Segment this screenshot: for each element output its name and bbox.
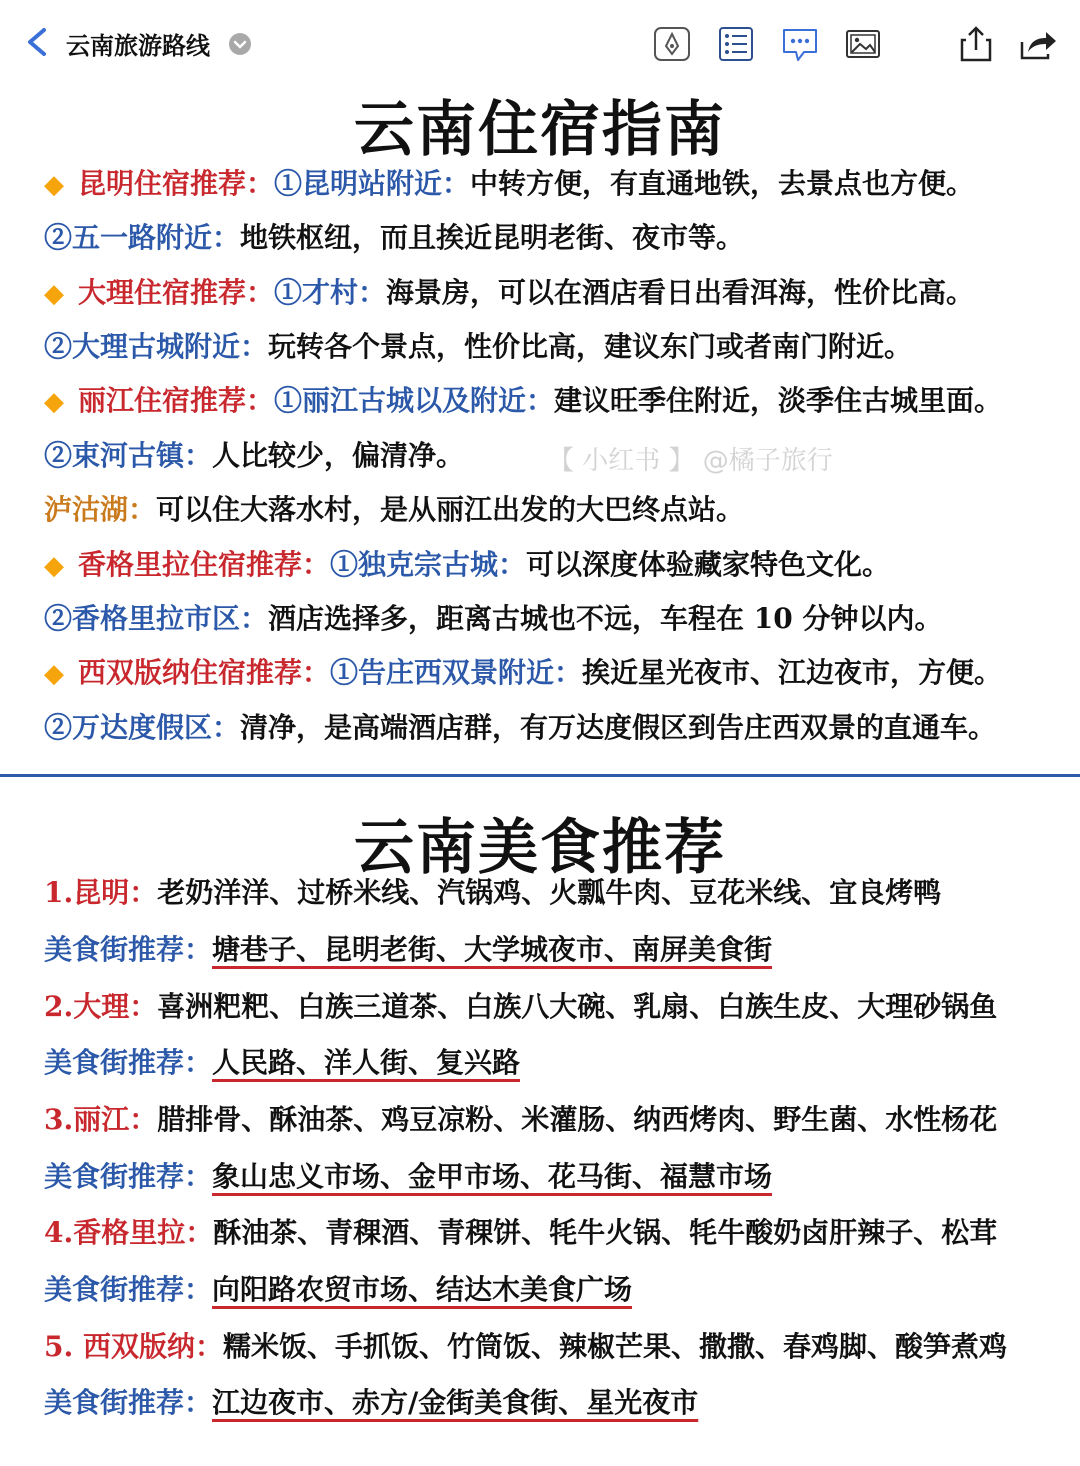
forward-icon[interactable] [1018, 22, 1058, 66]
food-dishes: 糯米饭、手抓饭、竹筒饭、辣椒芒果、撒撒、春鸡脚、酸笋煮鸡 [222, 1330, 1007, 1363]
area-label: ②束河古镇： [44, 439, 213, 472]
food-city-line [44, 987, 1054, 1027]
area-label: ①告庄西双景附近： [330, 656, 583, 689]
lodging-line [44, 490, 1054, 530]
area-label: ②香格里拉市区： [44, 602, 269, 635]
area-description: 可以住大落水村，是从丽江出发的大巴终点站。 [156, 493, 745, 526]
food-street-line [44, 930, 1054, 970]
area-label: ①丽江古城以及附近： [274, 384, 555, 417]
food-city-label: 2.大理： [44, 990, 158, 1023]
food-dishes: 老奶洋洋、过桥米线、汽锅鸡、火瓢牛肉、豆花米线、宜良烤鸭 [157, 876, 942, 909]
diamond-bullet-icon: ◆ [44, 659, 64, 689]
food-street-list: 向阳路农贸市场、结达木美食广场 [212, 1273, 633, 1306]
area-description: 中转方便，有直通地铁，去景点也方便。 [470, 167, 975, 200]
food-street-line [44, 1043, 1054, 1083]
food-city-line [44, 1100, 1054, 1140]
food-city-label: 5. 西双版纳： [44, 1330, 223, 1363]
food-street-line [44, 1157, 1054, 1197]
food-city-line [44, 1327, 1054, 1367]
list-icon[interactable] [716, 22, 756, 66]
city-heading: 丽江住宿推荐： [78, 384, 275, 417]
food-street-list: 象山忠义市场、金甲市场、花马街、福慧市场 [212, 1160, 773, 1193]
food-street-line [44, 1270, 1054, 1310]
food-street-label: 美食街推荐： [44, 1046, 213, 1079]
lodging-line [44, 164, 1054, 204]
area-description: 可以深度体验藏家特色文化。 [526, 548, 891, 581]
food-city-label: 1.昆明： [44, 876, 158, 909]
lodging-line [44, 545, 1054, 585]
food-city-label: 3.丽江： [44, 1103, 158, 1136]
area-label: ①才村： [274, 276, 387, 309]
lodging-line [44, 273, 1054, 313]
area-description: 挨近星光夜市、江边夜市，方便。 [582, 656, 1003, 689]
lodging-line [44, 653, 1054, 693]
food-title: 云南美食推荐 [354, 813, 726, 883]
watermark: 【 小红书 】 @橘子旅行 [548, 446, 833, 476]
diamond-bullet-icon: ◆ [44, 551, 64, 581]
lodging-line [44, 218, 1054, 258]
back-arrow-icon[interactable] [22, 22, 52, 62]
area-label: ②大理古城附近： [44, 330, 269, 363]
food-city-line [44, 873, 1054, 913]
food-street-label: 美食街推荐： [44, 933, 213, 966]
city-heading: 香格里拉住宿推荐： [78, 548, 331, 581]
area-label: 泸沽湖： [44, 493, 157, 526]
food-dishes: 腊排骨、酥油茶、鸡豆凉粉、米灌肠、纳西烤肉、野生菌、水性杨花 [157, 1103, 998, 1136]
food-street-list: 塘巷子、昆明老街、大学城夜市、南屏美食街 [212, 933, 773, 966]
area-description: 酒店选择多，距离古城也不远，车程在 10 分钟以内。 [268, 602, 943, 635]
food-street-list: 人民路、洋人街、复兴路 [212, 1046, 521, 1079]
area-description: 海景房，可以在酒店看日出看洱海，性价比高。 [386, 276, 975, 309]
document-title[interactable]: 云南旅游路线 [66, 32, 210, 60]
lodging-line [44, 599, 1054, 639]
food-street-list: 江边夜市、赤方/金街美食街、星光夜市 [212, 1386, 699, 1419]
diamond-bullet-icon: ◆ [44, 170, 64, 200]
area-label: ①昆明站附近： [274, 167, 471, 200]
chevron-down-icon[interactable] [228, 32, 252, 56]
image-icon[interactable] [844, 22, 884, 66]
area-label: ②万达度假区： [44, 711, 241, 744]
city-heading: 大理住宿推荐： [78, 276, 275, 309]
food-dishes: 喜洲粑粑、白族三道茶、白族八大碗、乳扇、白族生皮、大理砂锅鱼 [157, 990, 998, 1023]
diamond-bullet-icon: ◆ [44, 279, 64, 309]
area-description: 人比较少，偏清净。 [212, 439, 465, 472]
food-city-label: 4.香格里拉： [44, 1216, 214, 1249]
food-street-label: 美食街推荐： [44, 1386, 213, 1419]
diamond-bullet-icon: ◆ [44, 387, 64, 417]
share-icon[interactable] [956, 22, 996, 66]
lodging-title: 云南住宿指南 [354, 95, 726, 165]
food-street-label: 美食街推荐： [44, 1160, 213, 1193]
food-street-label: 美食街推荐： [44, 1273, 213, 1306]
area-label: ②五一路附近： [44, 221, 241, 254]
food-dishes: 酥油茶、青稞酒、青稞饼、牦牛火锅、牦牛酸奶卤肝辣子、松茸 [213, 1216, 998, 1249]
area-description: 玩转各个景点，性价比高，建议东门或者南门附近。 [268, 330, 913, 363]
pen-icon[interactable] [652, 22, 692, 66]
area-description: 地铁枢纽，而且挨近昆明老街、夜市等。 [240, 221, 745, 254]
top-bar [0, 0, 1080, 88]
city-heading: 昆明住宿推荐： [78, 167, 275, 200]
area-description: 清净，是高端酒店群，有万达度假区到告庄西双景的直通车。 [240, 711, 997, 744]
lodging-line [44, 708, 1054, 748]
lodging-line [44, 381, 1054, 421]
area-description: 建议旺季住附近，淡季住古城里面。 [554, 384, 1003, 417]
food-city-line [44, 1213, 1054, 1253]
comment-icon[interactable] [780, 22, 820, 66]
food-street-line [44, 1383, 1054, 1423]
section-divider [0, 774, 1080, 777]
area-label: ①独克宗古城： [330, 548, 527, 581]
city-heading: 西双版纳住宿推荐： [78, 656, 331, 689]
lodging-line [44, 327, 1054, 367]
